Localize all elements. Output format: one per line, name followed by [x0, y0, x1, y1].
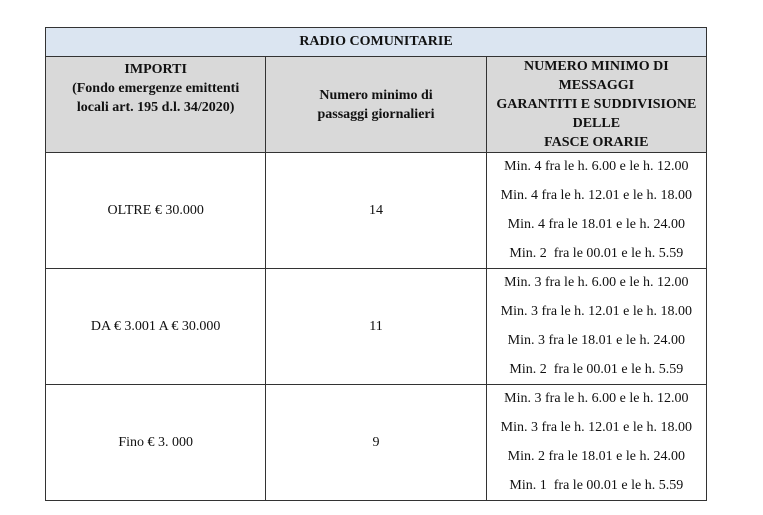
- radio-table: [45, 27, 707, 501]
- time-slot: Min. 3 fra le h. 12.01 e le h. 18.00: [500, 420, 692, 436]
- table-row: [46, 153, 707, 269]
- header-messaggi: [486, 57, 706, 153]
- header-importi-line2: (Fondo emergenze emittenti: [72, 81, 240, 96]
- time-slot: Min. 3 fra le h. 6.00 e le h. 12.00: [504, 275, 689, 291]
- amount-cell: Fino € 3. 000: [46, 385, 266, 501]
- time-slot: Min. 2 fra le 00.01 e le h. 5.59: [509, 245, 684, 261]
- table-title: RADIO COMUNITARIE: [46, 28, 707, 57]
- slots-cell: [486, 269, 706, 385]
- header-messaggi-line1: NUMERO MINIMO DI MESSAGGI: [524, 59, 669, 93]
- slots-cell: [486, 385, 706, 501]
- table-header-row: [46, 57, 707, 153]
- count-cell: 11: [266, 269, 486, 385]
- table-title-row: [46, 28, 707, 57]
- header-importi-line3: locali art. 195 d.l. 34/2020): [76, 100, 235, 115]
- header-passaggi: [266, 57, 486, 153]
- header-messaggi-line3: FASCE ORARIE: [544, 135, 649, 150]
- header-importi: [46, 57, 266, 153]
- time-slot: Min. 3 fra le h. 12.01 e le h. 18.00: [500, 304, 692, 320]
- table-row: [46, 385, 707, 501]
- count-cell: 9: [266, 385, 486, 501]
- time-slot: Min. 3 fra le h. 6.00 e le h. 12.00: [504, 391, 689, 407]
- header-messaggi-line2: GARANTITI E SUDDIVISIONE DELLE: [496, 97, 697, 131]
- header-passaggi-line2: passaggi giornalieri: [317, 106, 435, 122]
- time-slot: Min. 2 fra le 18.01 e le h. 24.00: [507, 448, 685, 464]
- document-page: [45, 27, 707, 501]
- time-slot: Min. 4 fra le h. 12.01 e le h. 18.00: [500, 188, 692, 204]
- time-slot: Min. 4 fra le 18.01 e le h. 24.00: [507, 216, 685, 232]
- slots-cell: [486, 153, 706, 269]
- time-slot: Min. 4 fra le h. 6.00 e le h. 12.00: [504, 159, 689, 175]
- amount-cell: DA € 3.001 A € 30.000: [46, 269, 266, 385]
- header-importi-line1: IMPORTI: [124, 62, 187, 77]
- time-slot: Min. 1 fra le 00.01 e le h. 5.59: [509, 477, 684, 493]
- header-passaggi-line1: Numero minimo di: [319, 87, 433, 103]
- table-row: [46, 269, 707, 385]
- time-slot: Min. 2 fra le 00.01 e le h. 5.59: [509, 361, 684, 377]
- time-slot: Min. 3 fra le 18.01 e le h. 24.00: [507, 332, 685, 348]
- count-cell: 14: [266, 153, 486, 269]
- amount-cell: OLTRE € 30.000: [46, 153, 266, 269]
